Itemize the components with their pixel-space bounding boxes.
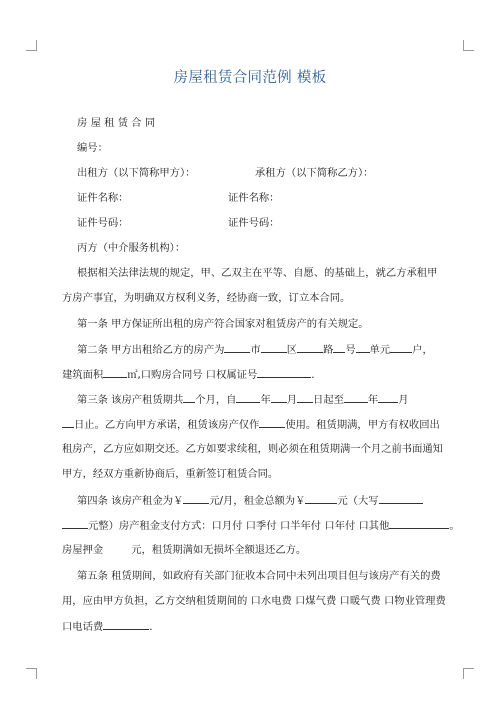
article-2-text-g: 户， [412, 344, 433, 356]
article-3-line-1 [77, 392, 409, 407]
intro-line-1: 根据相关法律法规的规定，甲、乙双主在平等、自愿、的基础上，就乙方承租甲 [77, 267, 438, 279]
blank-field [183, 392, 195, 403]
contract-heading: 房 屋 租 赁 合 同 [77, 117, 156, 129]
lessor-label: 出租方（以下简称甲方）： [77, 167, 196, 179]
article-2-text-b: 市 [250, 344, 261, 356]
article-5-line-2: 用，应由甲方负担，乙方交纳租赁期间的 口水电费 口煤气费 口暖气费 口物业管理费 [62, 595, 446, 607]
article-3-line-4: 甲方，经双方重新协商后，重新签订租赁合同。 [62, 468, 279, 480]
article-4-text-b: 元/月，租金总额为￥ [209, 495, 306, 507]
article-2-text-d: 路 [323, 344, 334, 356]
article-5-line-1: 第五条 租赁期间，如政府有关部门征收本合同中未列出项目但与该房产有关的费 [77, 570, 441, 582]
blank-field [390, 342, 412, 353]
article-2-end: . [311, 369, 315, 381]
article-2-line-1 [77, 342, 433, 357]
crop-mark-bottom-right [463, 668, 474, 679]
blank-field [333, 342, 345, 353]
article-2-text-e: 号 [345, 344, 356, 356]
article-5-end: . [149, 621, 153, 633]
article-4-text-a: 第四条 该房产租金为￥ [77, 495, 184, 507]
article-2-area-text: ㎡,口购房合同号 口权属证号 [127, 369, 258, 381]
blank-field [62, 518, 88, 529]
article-3-text-d: 月 [286, 394, 298, 406]
blank-field [257, 367, 311, 378]
blank-field [62, 417, 74, 428]
lessee-label: 承租方（以下简称乙方）： [255, 167, 374, 179]
article-5-line-3 [62, 619, 152, 634]
deposit-label: 房屋押金 [62, 544, 104, 556]
crop-mark-bottom-left [26, 668, 37, 679]
blank-field [378, 392, 398, 403]
lessor-id-name-label: 证件名称： [77, 192, 129, 204]
lessee-id-number-label: 证件号码： [228, 217, 280, 229]
blank-field [236, 392, 260, 403]
article-3-text-b: 个月，自 [195, 394, 237, 406]
article-3-text-e: 日起至 [313, 394, 344, 406]
blank-field [305, 493, 337, 504]
blank-field [103, 367, 127, 378]
blank-field [356, 342, 370, 353]
blank-field [261, 342, 287, 353]
article-3-text-g: 月 [398, 394, 409, 406]
contract-number-label: 编号： [77, 142, 108, 154]
blank-field [183, 493, 209, 504]
article-4-text-c: 元（大写 [337, 495, 379, 507]
article-3-line-3: 租房产，乙方应如期交还。乙方如要求续租，则必须在租赁期满一个月之前书面通知 [62, 443, 443, 455]
blank-field [259, 417, 285, 428]
article-2-text-c: 区 [286, 344, 298, 356]
phone-fee-text: 口电话费 [62, 621, 104, 633]
blank-field [297, 342, 323, 353]
article-2-line-2 [62, 367, 315, 382]
crop-mark-top-right [463, 40, 474, 51]
document-title: 房屋租赁合同范例 模板 [173, 70, 327, 86]
blank-field [271, 392, 287, 403]
blank-field [103, 619, 149, 630]
blank-field [389, 518, 449, 529]
article-2-text-a: 第二条 甲方出租给乙方的房产为 [77, 344, 225, 356]
article-4-line-3 [62, 543, 306, 557]
blank-field [297, 392, 313, 403]
intro-line-2: 方房产事宜，为明确双方权利义务，经协商一致，订立本合同。 [62, 292, 351, 304]
article-2-text-f: 单元 [369, 344, 391, 356]
crop-mark-top-left [26, 40, 37, 51]
article-1: 第一条 甲方保证所出租的房产符合国家对租赁房产的有关规定。 [77, 318, 369, 330]
article-3-text-a: 第三条 该房产租赁期共 [77, 394, 184, 406]
blank-field [344, 392, 368, 403]
blank-field [379, 493, 423, 504]
article-3-text-c: 年 [260, 394, 271, 406]
article-4-line-1 [77, 493, 423, 508]
lessor-id-number-label: 证件号码： [77, 217, 129, 229]
article-4-line-2 [62, 518, 460, 533]
article-3-text-i: 使用。租赁期满，甲方有权收回出 [285, 419, 440, 431]
lessee-id-name-label: 证件名称： [228, 192, 280, 204]
article-3-text-f: 年 [367, 394, 379, 406]
blank-field [224, 342, 250, 353]
article-4-payment-end: 。 [449, 520, 460, 532]
deposit-text: 元，租赁期满如无损坏全额退还乙方。 [131, 544, 307, 556]
article-3-line-2 [62, 417, 440, 432]
article-3-text-h: 日止。乙方向甲方承诺，租赁该房产仅作 [74, 419, 260, 431]
agent-label: 丙方（中介服务机构）： [77, 242, 186, 254]
article-2-area-label: 建筑面积 [62, 369, 104, 381]
article-4-payment-text: 元整）房产租金支付方式：口月付 口季付 口半年付 口年付 口其他 [88, 520, 390, 532]
